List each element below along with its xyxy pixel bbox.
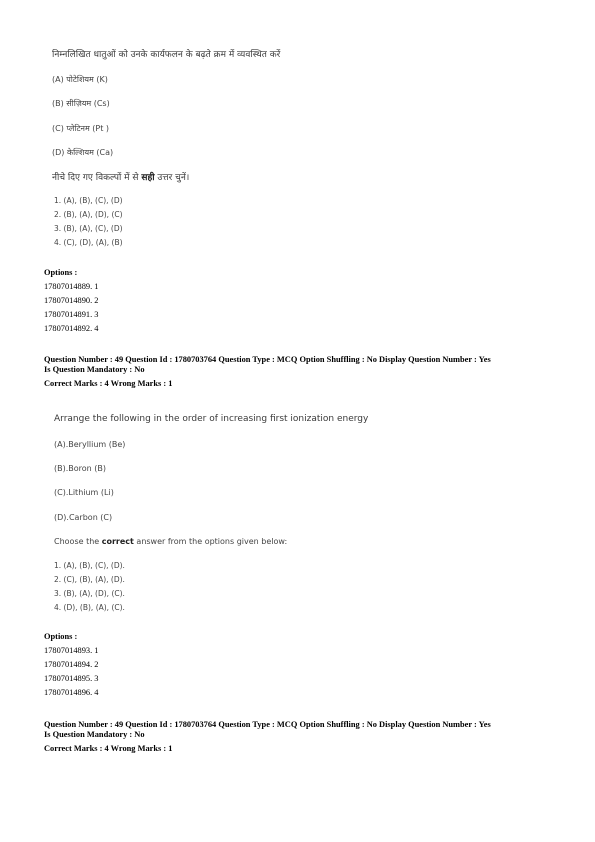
options-2-id-3: 17807014895. 3 — [44, 674, 99, 683]
question-header-1-line3: Correct Marks : 4 Wrong Marks : 1 — [44, 379, 173, 388]
question-2-choice-1: 1. (A), (B), (C), (D). — [54, 561, 125, 570]
options-2-label: Options : — [44, 632, 78, 641]
question-1-instruction: नीचे दिए गए विकल्पों में से सही उत्तर चुनें। — [52, 173, 190, 183]
question-1-choice-1: 1. (A), (B), (C), (D) — [54, 196, 123, 205]
question-1-item-a: (A) पोटेशियम (K) — [52, 75, 108, 84]
question-2-choice-3: 3. (B), (A), (D), (C). — [54, 589, 125, 598]
options-1-id-2: 17807014890. 2 — [44, 296, 99, 305]
question-1-prompt: निम्नलिखित धातुओं को उनके कार्यफलन के बढ़ते क्रम में व्यवस्थित करें — [52, 50, 281, 60]
question-header-1-line1: Question Number : 49 Question Id : 1780703764 Question Type : MCQ Option Shuffling : No Display Question Number : Yes — [44, 355, 491, 364]
question-2-choice-2: 2. (C), (B), (A), (D). — [54, 575, 125, 584]
options-2-id-1: 17807014893. 1 — [44, 646, 99, 655]
question-1-choice-2: 2. (B), (A), (D), (C) — [54, 210, 123, 219]
question-1-item-b: (B) सीज़ियम (Cs) — [52, 99, 110, 108]
question-1-item-c: (C) प्लेटिनम (Pt ) — [52, 124, 110, 133]
question-2-item-c: (C).Lithium (Li) — [54, 488, 114, 497]
question-1-choice-3: 3. (B), (A), (C), (D) — [54, 224, 123, 233]
question-1-choice-4: 4. (C), (D), (A), (B) — [54, 238, 123, 247]
question-header-2-line2: Is Question Mandatory : No — [44, 730, 145, 739]
question-header-2-line1: Question Number : 49 Question Id : 1780703764 Question Type : MCQ Option Shuffling : No Display Question Number : Yes — [44, 720, 491, 729]
question-2-item-a: (A).Beryllium (Be) — [54, 440, 126, 449]
options-2-id-2: 17807014894. 2 — [44, 660, 99, 669]
options-1-label: Options : — [44, 268, 78, 277]
question-header-1-line2: Is Question Mandatory : No — [44, 365, 145, 374]
options-2-id-4: 17807014896. 4 — [44, 688, 99, 697]
question-2-prompt: Arrange the following in the order of increasing first ionization energy — [54, 414, 369, 424]
options-1-id-1: 17807014889. 1 — [44, 282, 99, 291]
question-1-item-d: (D) केल्शियम (Ca) — [52, 148, 114, 157]
question-2-item-d: (D).Carbon (C) — [54, 513, 113, 522]
options-1-id-4: 17807014892. 4 — [44, 324, 99, 333]
options-1-id-3: 17807014891. 3 — [44, 310, 99, 319]
question-2-choice-4: 4. (D), (B), (A), (C). — [54, 603, 125, 612]
question-2-instruction: Choose the correct answer from the options given below: — [54, 537, 288, 546]
question-header-2-line3: Correct Marks : 4 Wrong Marks : 1 — [44, 744, 173, 753]
question-2-item-b: (B).Boron (B) — [54, 464, 107, 473]
